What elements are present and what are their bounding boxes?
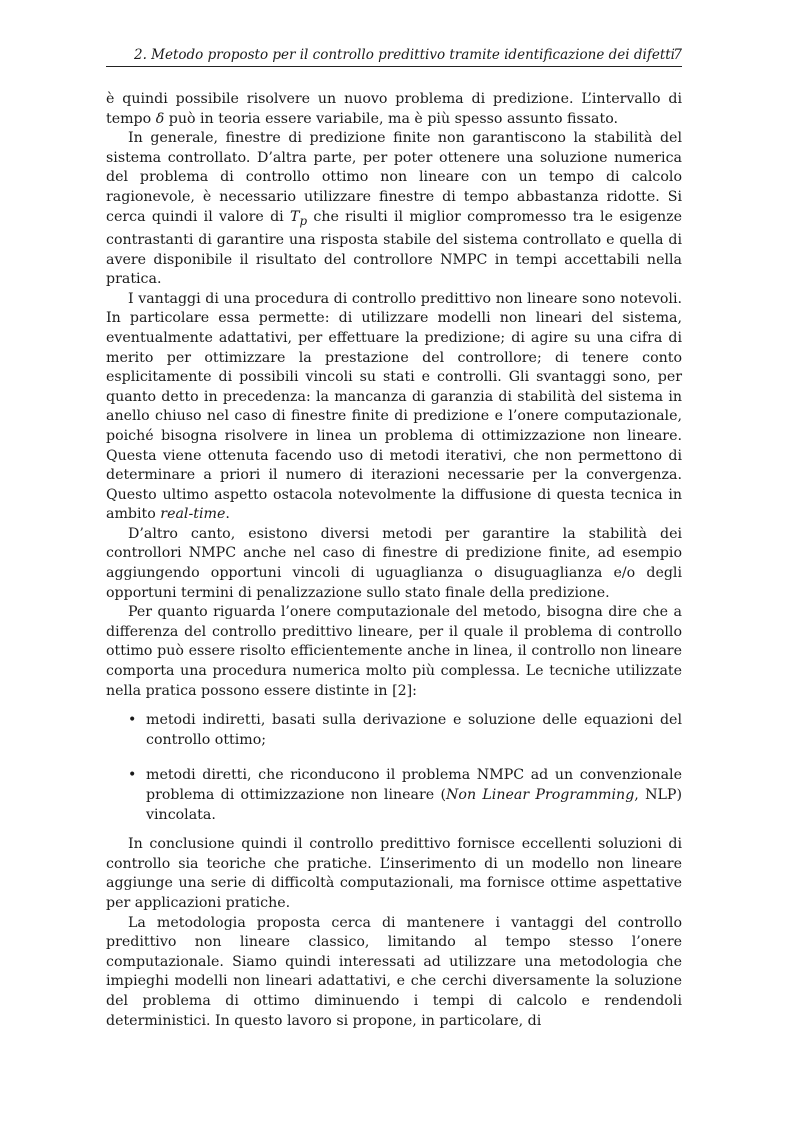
list-item-text-a: metodi diretti, che riconducono il problema NMPC ad un convenzionale problema di ottimizzazione non lineare ( bbox=[146, 767, 682, 804]
paragraph-1 bbox=[106, 90, 682, 129]
bullet-icon: • bbox=[128, 767, 137, 784]
list-item bbox=[106, 711, 682, 750]
paragraph-5: Per quanto riguarda l’onere computazionale del metodo, bisogna dire che a differenza del controllo predittivo lineare, per il quale il problema di controllo ottimo può essere risolto efficientemente anche in linea, il controllo non lineare comporta una procedura numerica molto più complessa. Le tecniche utilizzate nella pratica possono essere distinte in [2]: bbox=[106, 604, 682, 699]
nlp-term: Non Linear Programming bbox=[446, 787, 635, 804]
paragraph-3-text-b: . bbox=[225, 506, 230, 523]
page-number: 7 bbox=[673, 47, 682, 63]
tp-symbol bbox=[290, 208, 308, 228]
paragraph-2 bbox=[106, 129, 682, 290]
list-item bbox=[106, 766, 682, 825]
delta-symbol: δ bbox=[155, 110, 165, 127]
paragraph-2-text-b: che risulti il miglior compromesso tra le esigenze contrastanti di garantire una risposta stabile del sistema controllato e quella di avere disponibile il risultato del controllore NMPC in tempi accettabili nella pratica. bbox=[106, 208, 682, 288]
paragraph-1-text-b: può in teoria essere variabile, ma è più spesso assunto fissato. bbox=[164, 110, 618, 127]
bullet-icon: • bbox=[128, 712, 137, 729]
chapter-title: 2. Metodo proposto per il controllo predittivo tramite identificazione dei difetti bbox=[134, 47, 676, 63]
running-header bbox=[106, 46, 682, 67]
paragraph-4: D’altro canto, esistono diversi metodi per garantire la stabilità dei controllori NMPC anche nel caso di finestre di predizione finite, ad esempio aggiungendo opportuni vincoli di uguaglianza o disuguaglianza e/o degli opportuni termini di penalizzazione sullo stato finale della predizione. bbox=[106, 525, 682, 601]
tp-symbol-base: T bbox=[290, 208, 300, 225]
paragraph-2-text-a: In generale, finestre di predizione finite non garantiscono la stabilità del sistema controllato. D’altra parte, per poter ottenere una soluzione numerica del problema di controllo ottimo non lineare con un tempo di calcolo ragionevole, è necessario utilizzare finestre di tempo abbastanza ridotte. Si cerca quindi il valore di bbox=[106, 130, 682, 225]
paragraph-6: In conclusione quindi il controllo predittivo fornisce eccellenti soluzioni di controllo sia teoriche che pratiche. L’inserimento di un modello non lineare aggiunge una serie di difficoltà computazionali, ma fornisce ottime aspettative per applicazioni pratiche. bbox=[106, 836, 682, 911]
list-item-text-b: , NLP) vincolata. bbox=[146, 787, 683, 823]
list-item-text: metodi indiretti, basati sulla derivazione e soluzione delle equazioni del controllo ottimo; bbox=[146, 712, 682, 748]
tp-symbol-subscript: p bbox=[299, 213, 308, 228]
real-time-term: real-time bbox=[160, 506, 226, 523]
paragraph-1-text-a: è quindi possibile risolvere un nuovo problema di predizione. L’intervallo di tempo bbox=[106, 91, 682, 127]
body-text bbox=[106, 90, 682, 1031]
paragraph-3 bbox=[106, 290, 682, 525]
paragraph-3-text-a: I vantaggi di una procedura di controllo predittivo non lineare sono notevoli. In particolare essa permette: di utilizzare modelli non lineari del sistema, eventualmente adattativi, per effettuare la predizione; di agire su una cifra di merito per ottimizzare la prestazione del controllore; di tenere conto esplicitamente di possibili vincoli su stati e controlli. Gli svantaggi sono, per quanto detto in precedenza: la mancanza di garanzia di stabilità del sistema in anello chiuso nel caso di finestre finite di predizione e l’onere computazionale, poiché bisogna risolvere in linea un problema di ottimizzazione non lineare. Questa viene ottenuta facendo uso di metodi iterativi, che non permettono di determinare a priori il numero di iterazioni necessarie per la convergenza. Questo ultimo aspetto ostacola notevolmente la diffusione di questa tecnica in ambito bbox=[106, 290, 682, 523]
paragraph-7: La metodologia proposta cerca di mantenere i vantaggi del controllo predittivo non lineare classico, limitando al tempo stesso l’onere computazionale. Siamo quindi interessati ad utilizzare una metodologia che impieghi modelli non lineari adattativi, e che cerchi diversamente la soluzione del problema di ottimo diminuendo i tempi di calcolo e rendendoli deterministici. In questo lavoro si propone, in particolare, di bbox=[106, 914, 682, 1029]
methods-list bbox=[106, 711, 682, 825]
